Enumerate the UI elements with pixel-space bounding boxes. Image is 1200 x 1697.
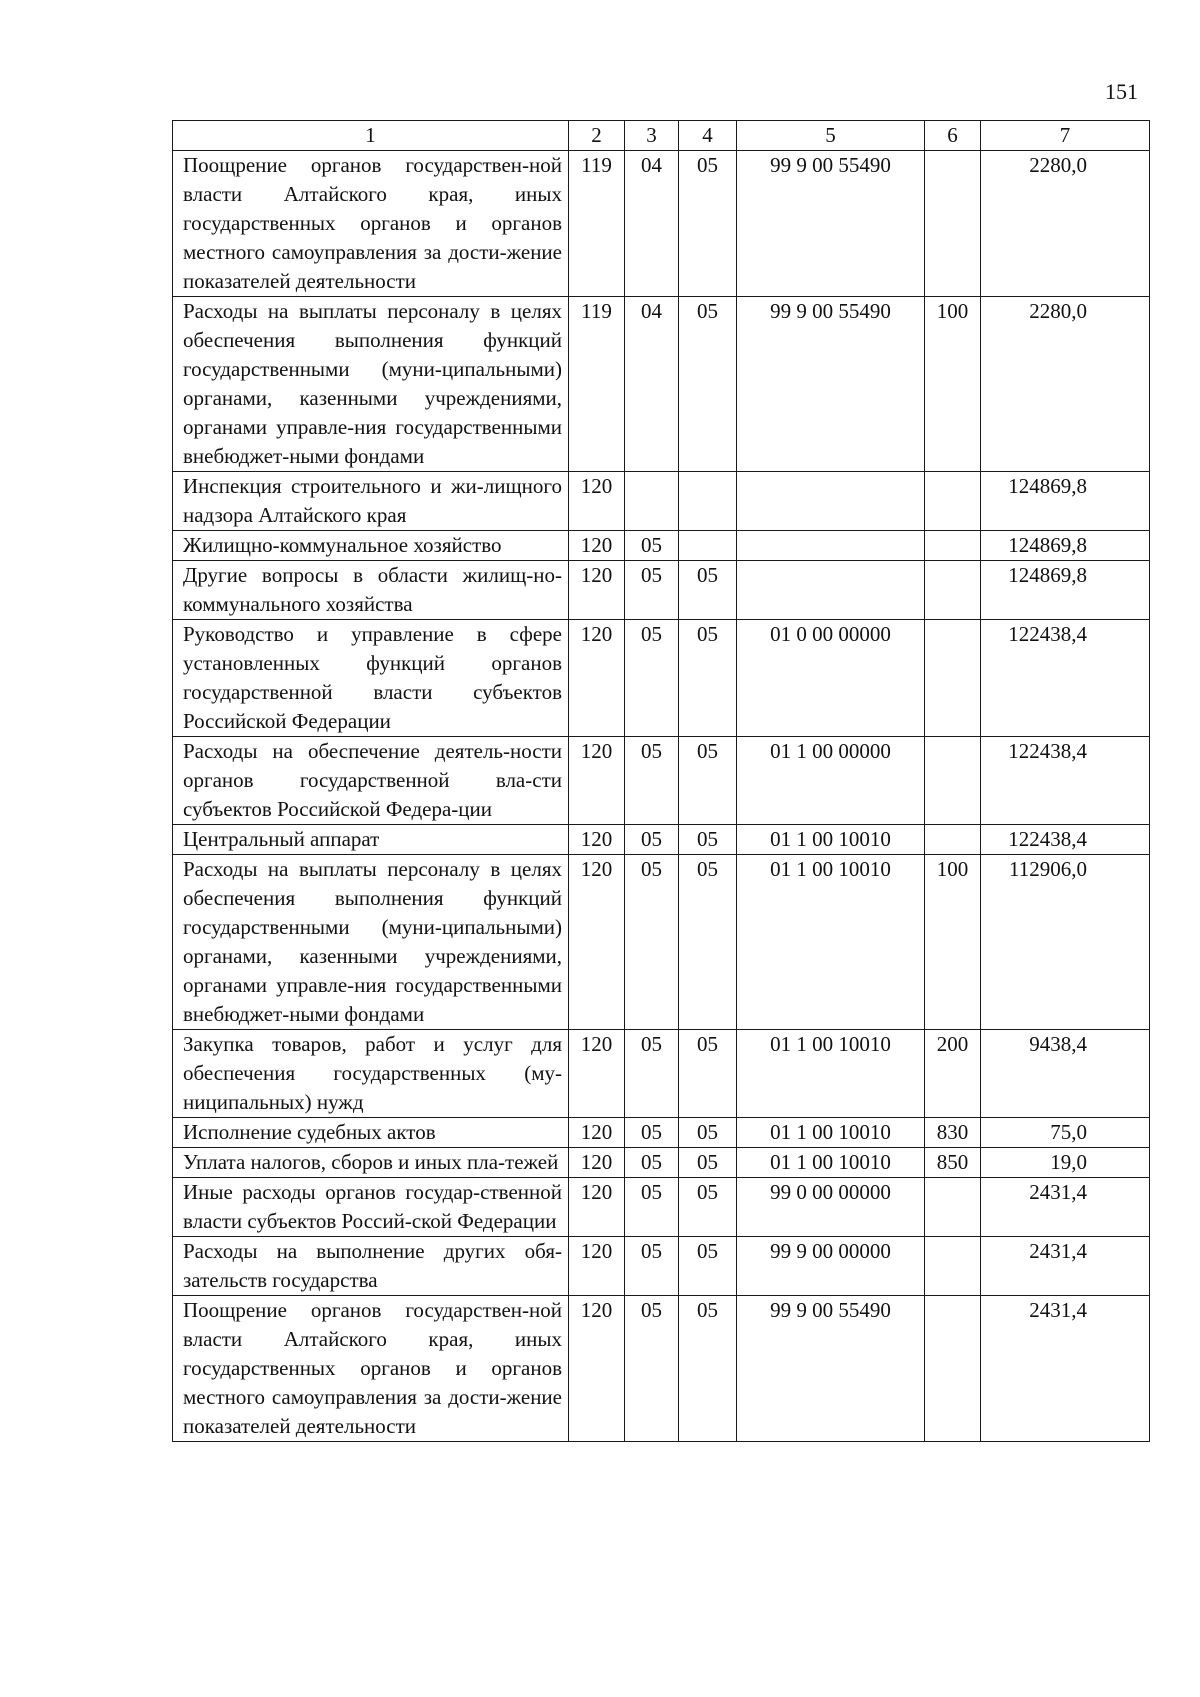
administrator-code-cell: 120: [569, 1030, 625, 1118]
expense-type-code-cell: [925, 151, 981, 297]
amount-cell: 75,0: [981, 1118, 1150, 1148]
column-header: 7: [981, 121, 1150, 151]
subsection-code-cell: 05: [679, 1237, 737, 1296]
subsection-code-cell: 05: [679, 1118, 737, 1148]
target-article-code-cell: 01 1 00 10010: [737, 855, 925, 1030]
amount-cell: 2431,4: [981, 1237, 1150, 1296]
subsection-code-cell: 05: [679, 825, 737, 855]
target-article-code-cell: 99 9 00 55490: [737, 1296, 925, 1442]
target-article-code-cell: 99 9 00 55490: [737, 297, 925, 472]
table-row: [173, 1178, 1150, 1237]
section-code-cell: 05: [625, 1030, 679, 1118]
table-row: [173, 297, 1150, 472]
section-code-cell: [625, 472, 679, 531]
table-row: [173, 737, 1150, 825]
section-code-cell: 05: [625, 1148, 679, 1178]
expense-type-code-cell: [925, 825, 981, 855]
section-code-cell: 05: [625, 1118, 679, 1148]
section-code-cell: 04: [625, 151, 679, 297]
target-article-code-cell: 99 9 00 55490: [737, 151, 925, 297]
amount-cell: 122438,4: [981, 825, 1150, 855]
target-article-code-cell: 01 1 00 10010: [737, 825, 925, 855]
expense-type-code-cell: [925, 561, 981, 620]
expense-type-code-cell: [925, 472, 981, 531]
section-code-cell: 05: [625, 855, 679, 1030]
section-code-cell: 05: [625, 561, 679, 620]
amount-cell: 2431,4: [981, 1296, 1150, 1442]
table-row: [173, 531, 1150, 561]
table-row: [173, 825, 1150, 855]
target-article-code-cell: 01 1 00 10010: [737, 1030, 925, 1118]
section-code-cell: 05: [625, 620, 679, 737]
column-header: 2: [569, 121, 625, 151]
amount-cell: 2280,0: [981, 297, 1150, 472]
expense-type-code-cell: 100: [925, 297, 981, 472]
section-code-cell: 05: [625, 737, 679, 825]
expense-type-code-cell: [925, 1178, 981, 1237]
expense-type-code-cell: [925, 1237, 981, 1296]
administrator-code-cell: 120: [569, 825, 625, 855]
amount-cell: 124869,8: [981, 561, 1150, 620]
section-code-cell: 05: [625, 531, 679, 561]
column-header: 6: [925, 121, 981, 151]
table-row: [173, 855, 1150, 1030]
subsection-code-cell: [679, 531, 737, 561]
expense-type-code-cell: [925, 1296, 981, 1442]
row-description-cell: Иные расходы органов государ-ственной власти субъектов Россий-ской Федерации: [173, 1178, 569, 1237]
administrator-code-cell: 120: [569, 1148, 625, 1178]
subsection-code-cell: 05: [679, 855, 737, 1030]
section-code-cell: 04: [625, 297, 679, 472]
expense-type-code-cell: [925, 737, 981, 825]
target-article-code-cell: 01 1 00 10010: [737, 1118, 925, 1148]
administrator-code-cell: 120: [569, 472, 625, 531]
row-description-cell: Закупка товаров, работ и услуг для обеспечения государственных (му-ниципальных) нужд: [173, 1030, 569, 1118]
expense-type-code-cell: 850: [925, 1148, 981, 1178]
row-description-cell: Центральный аппарат: [173, 825, 569, 855]
amount-cell: 9438,4: [981, 1030, 1150, 1118]
row-description-cell: Расходы на выплаты персоналу в целях обеспечения выполнения функций государственными (муни-ципальными) органами, казенными учреждениями, органами управле-ния государственными внебюджет-ными фондами: [173, 297, 569, 472]
administrator-code-cell: 120: [569, 531, 625, 561]
amount-cell: 19,0: [981, 1148, 1150, 1178]
administrator-code-cell: 120: [569, 1296, 625, 1442]
row-description-cell: Поощрение органов государствен-ной власти Алтайского края, иных государственных органов и органов местного самоуправления за дости-жение показателей деятельности: [173, 151, 569, 297]
row-description-cell: Инспекция строительного и жи-лищного надзора Алтайского края: [173, 472, 569, 531]
expense-type-code-cell: [925, 531, 981, 561]
amount-cell: 124869,8: [981, 472, 1150, 531]
table-row: [173, 620, 1150, 737]
target-article-code-cell: [737, 561, 925, 620]
section-code-cell: 05: [625, 1237, 679, 1296]
subsection-code-cell: [679, 472, 737, 531]
row-description-cell: Уплата налогов, сборов и иных пла-тежей: [173, 1148, 569, 1178]
subsection-code-cell: 05: [679, 1030, 737, 1118]
table-row: [173, 151, 1150, 297]
column-header: 3: [625, 121, 679, 151]
budget-table: [172, 120, 1150, 1442]
amount-cell: 122438,4: [981, 620, 1150, 737]
target-article-code-cell: [737, 472, 925, 531]
row-description-cell: Жилищно-коммунальное хозяйство: [173, 531, 569, 561]
administrator-code-cell: 119: [569, 297, 625, 472]
expense-type-code-cell: 830: [925, 1118, 981, 1148]
administrator-code-cell: 120: [569, 620, 625, 737]
subsection-code-cell: 05: [679, 1178, 737, 1237]
target-article-code-cell: 01 1 00 10010: [737, 1148, 925, 1178]
amount-cell: 112906,0: [981, 855, 1150, 1030]
amount-cell: 2431,4: [981, 1178, 1150, 1237]
row-description-cell: Исполнение судебных актов: [173, 1118, 569, 1148]
section-code-cell: 05: [625, 1178, 679, 1237]
row-description-cell: Расходы на выполнение других обя-зательств государства: [173, 1237, 569, 1296]
subsection-code-cell: 05: [679, 1148, 737, 1178]
subsection-code-cell: 05: [679, 561, 737, 620]
target-article-code-cell: 99 9 00 00000: [737, 1237, 925, 1296]
administrator-code-cell: 120: [569, 1237, 625, 1296]
amount-cell: 2280,0: [981, 151, 1150, 297]
expense-type-code-cell: [925, 620, 981, 737]
target-article-code-cell: 01 0 00 00000: [737, 620, 925, 737]
target-article-code-cell: 99 0 00 00000: [737, 1178, 925, 1237]
subsection-code-cell: 05: [679, 620, 737, 737]
column-header: 5: [737, 121, 925, 151]
administrator-code-cell: 120: [569, 561, 625, 620]
subsection-code-cell: 05: [679, 737, 737, 825]
administrator-code-cell: 120: [569, 1118, 625, 1148]
administrator-code-cell: 120: [569, 855, 625, 1030]
administrator-code-cell: 119: [569, 151, 625, 297]
target-article-code-cell: [737, 531, 925, 561]
expense-type-code-cell: 200: [925, 1030, 981, 1118]
table-row: [173, 1296, 1150, 1442]
section-code-cell: 05: [625, 1296, 679, 1442]
row-description-cell: Другие вопросы в области жилищ-но-коммунального хозяйства: [173, 561, 569, 620]
amount-cell: 124869,8: [981, 531, 1150, 561]
table-row: [173, 1237, 1150, 1296]
table-row: [173, 472, 1150, 531]
column-header: 4: [679, 121, 737, 151]
subsection-code-cell: 05: [679, 297, 737, 472]
table-row: [173, 1118, 1150, 1148]
administrator-code-cell: 120: [569, 1178, 625, 1237]
row-description-cell: Руководство и управление в сфере установленных функций органов государственной власти субъектов Российской Федерации: [173, 620, 569, 737]
table-row: [173, 1148, 1150, 1178]
row-description-cell: Расходы на обеспечение деятель-ности органов государственной вла-сти субъектов Российской Федера-ции: [173, 737, 569, 825]
table-row: [173, 1030, 1150, 1118]
table-row: [173, 561, 1150, 620]
column-number-header-row: [173, 121, 1150, 151]
target-article-code-cell: 01 1 00 00000: [737, 737, 925, 825]
subsection-code-cell: 05: [679, 1296, 737, 1442]
section-code-cell: 05: [625, 825, 679, 855]
row-description-cell: Поощрение органов государствен-ной власти Алтайского края, иных государственных органов и органов местного самоуправления за дости-жение показателей деятельности: [173, 1296, 569, 1442]
expense-type-code-cell: 100: [925, 855, 981, 1030]
row-description-cell: Расходы на выплаты персоналу в целях обеспечения выполнения функций государственными (муни-ципальными) органами, казенными учреждениями, органами управле-ния государственными внебюджет-ными фондами: [173, 855, 569, 1030]
amount-cell: 122438,4: [981, 737, 1150, 825]
page-number: 151: [1105, 79, 1138, 104]
column-header: 1: [173, 121, 569, 151]
administrator-code-cell: 120: [569, 737, 625, 825]
subsection-code-cell: 05: [679, 151, 737, 297]
